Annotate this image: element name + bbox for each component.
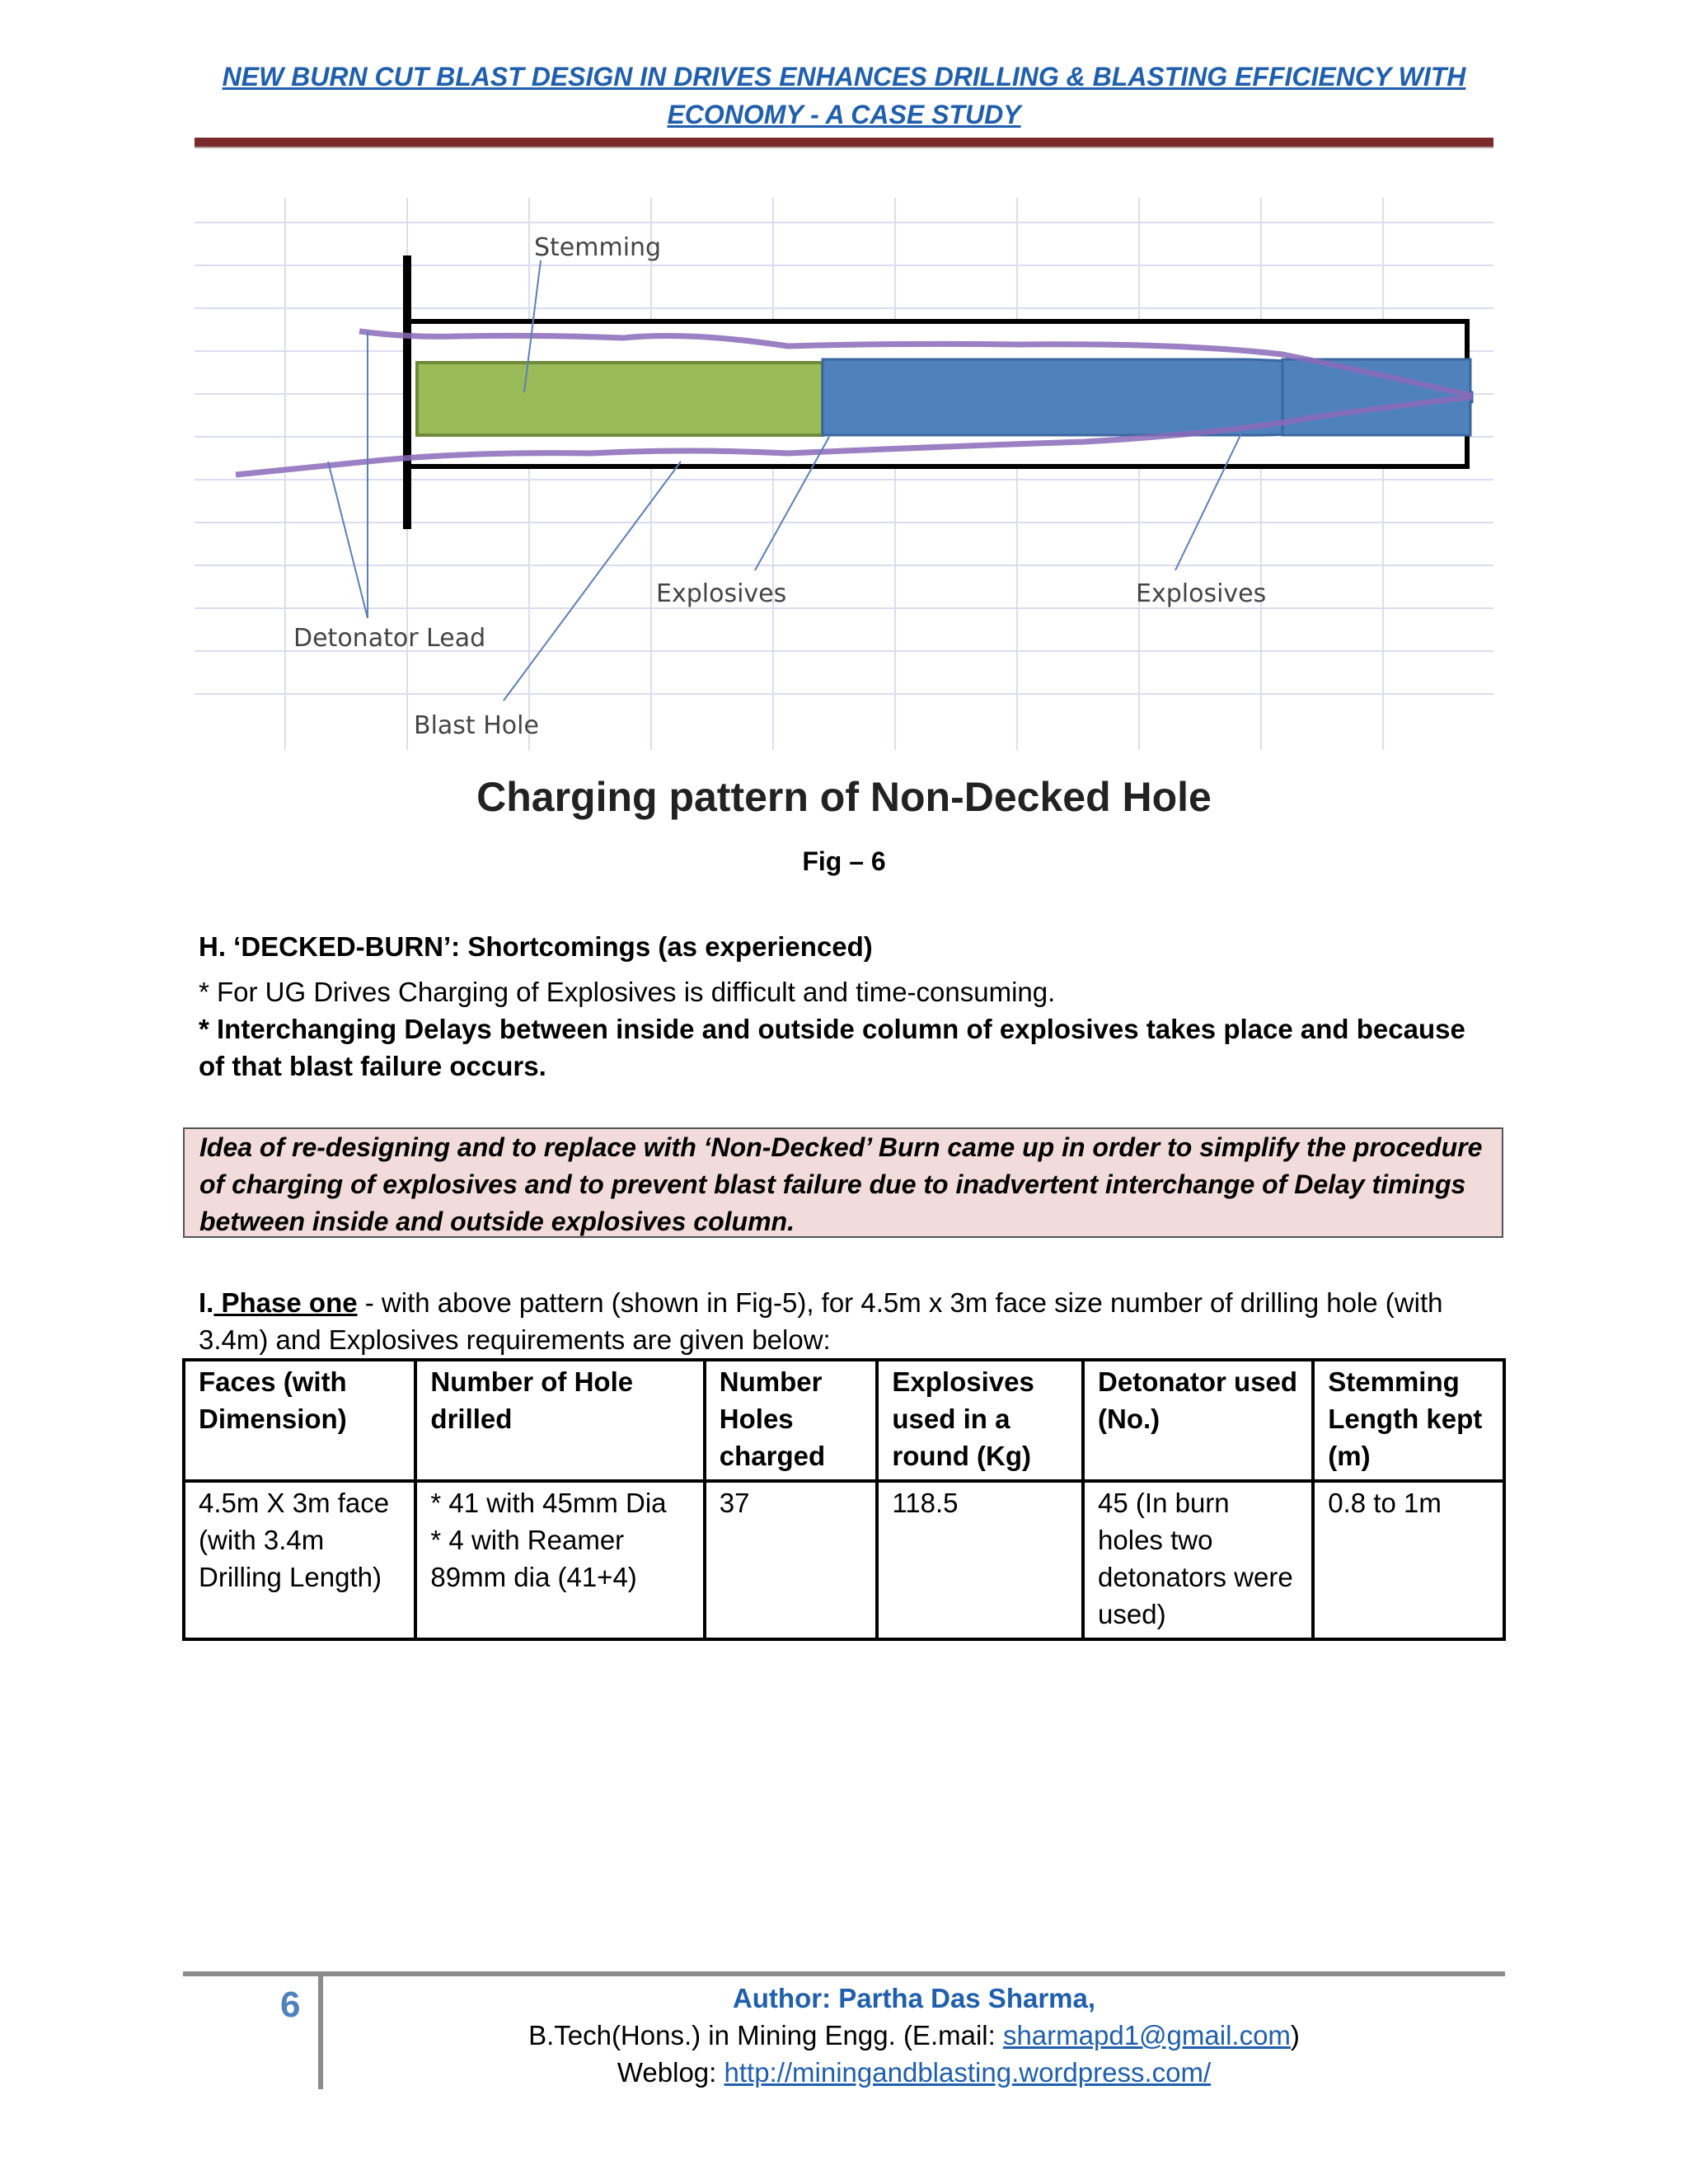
footer-weblog-link[interactable]: http://miningandblasting.wordpress.com/	[724, 2057, 1212, 2088]
document-title	[195, 58, 1493, 134]
footer-author: Author: Partha Das Sharma,	[732, 1983, 1096, 2013]
stemming-column	[417, 363, 823, 435]
grid-background	[195, 198, 1493, 750]
footer-author-block	[323, 1980, 1505, 2091]
header-holes-drilled: Number of Hole drilled	[415, 1360, 704, 1481]
table-header-row	[184, 1360, 1504, 1481]
idea-callout-box	[183, 1127, 1503, 1238]
section-heading: H. ‘DECKED-BURN’: Shortcomings (as experienced)	[199, 931, 873, 962]
label-explosives-right: Explosives	[1136, 579, 1267, 608]
cell-faces: 4.5m X 3m face (with 3.4m Drilling Length)	[184, 1481, 415, 1639]
label-explosives-left: Explosives	[656, 579, 787, 608]
cell-holes-drilled	[415, 1481, 704, 1639]
label-blast-hole: Blast Hole	[414, 711, 539, 740]
phase-one-paragraph	[199, 1284, 1501, 1358]
figure-title-text: Charging pattern of Non-Decked Hole	[476, 774, 1212, 820]
phase-label: Phase one	[213, 1287, 358, 1318]
header-holes-charged: Number Holes charged	[705, 1360, 878, 1481]
label-detonator-lead: Detonator Lead	[293, 624, 486, 653]
header-divider	[195, 138, 1493, 148]
idea-callout-text: Idea of re-designing and to replace with ‘Non-Decked’ Burn came up in order to simplify the procedure of charging of explosives and to prevent blast failure due to inadvertent interchange of Delay timings between inside and outside explosives column.	[199, 1132, 1483, 1236]
label-stemming: Stemming	[534, 233, 662, 262]
page-number: 6	[280, 1985, 301, 2025]
cell-holes-charged: 37	[705, 1481, 878, 1639]
document-title-line2: ECONOMY - A CASE STUDY	[667, 100, 1021, 129]
header-detonators: Detonator used (No.)	[1083, 1360, 1313, 1481]
phase-text: - with above pattern (shown in Fig-5), for 4.5m x 3m face size number of drilling hole (with 3.4m) and Explosives requirements are given below:	[199, 1287, 1443, 1355]
footer-degree-prefix: B.Tech(Hons.) in Mining Engg. (E.mail:	[528, 2020, 1003, 2050]
footer-degree-line	[323, 2017, 1505, 2054]
header-explosives: Explosives used in a round (Kg)	[877, 1360, 1083, 1481]
phase-prefix: I.	[199, 1287, 214, 1318]
footer-weblog-label: Weblog:	[617, 2057, 724, 2088]
footer-degree-suffix: )	[1290, 2020, 1300, 2050]
header-faces: Faces (with Dimension)	[184, 1360, 415, 1481]
footer-email-link[interactable]: sharmapd1@gmail.com	[1002, 2020, 1291, 2050]
figure-caption: Fig – 6	[802, 846, 886, 876]
header-stemming: Stemming Length kept (m)	[1313, 1360, 1504, 1481]
cell-explosives: 118.5	[877, 1481, 1083, 1639]
explosives-requirement-table	[182, 1358, 1506, 1641]
charging-pattern-figure	[195, 190, 1493, 750]
document-title-line1: NEW BURN CUT BLAST DESIGN IN DRIVES ENHANCES DRILLING & BLASTING EFFICIENCY WITH	[222, 62, 1466, 91]
cell-holes-drilled-line2: * 4 with Reamer 89mm dia (41+4)	[430, 1525, 637, 1592]
cell-detonators: 45 (In burn holes two detonators were used)	[1083, 1481, 1313, 1639]
footer-divider	[183, 1971, 1505, 1976]
cell-holes-drilled-line1: * 41 with 45mm Dia	[430, 1488, 667, 1518]
explosives-column-tail	[1282, 359, 1470, 435]
shortcoming-point-1: * For UG Drives Charging of Explosives is difficult and time-consuming.	[199, 977, 1056, 1007]
footer-weblog-line	[323, 2054, 1505, 2091]
table-row	[184, 1481, 1504, 1639]
cell-stemming: 0.8 to 1m	[1313, 1481, 1504, 1639]
shortcoming-point-2: * Interchanging Delays between inside and outside column of explosives takes place and because of that blast failure occurs.	[199, 1014, 1465, 1081]
